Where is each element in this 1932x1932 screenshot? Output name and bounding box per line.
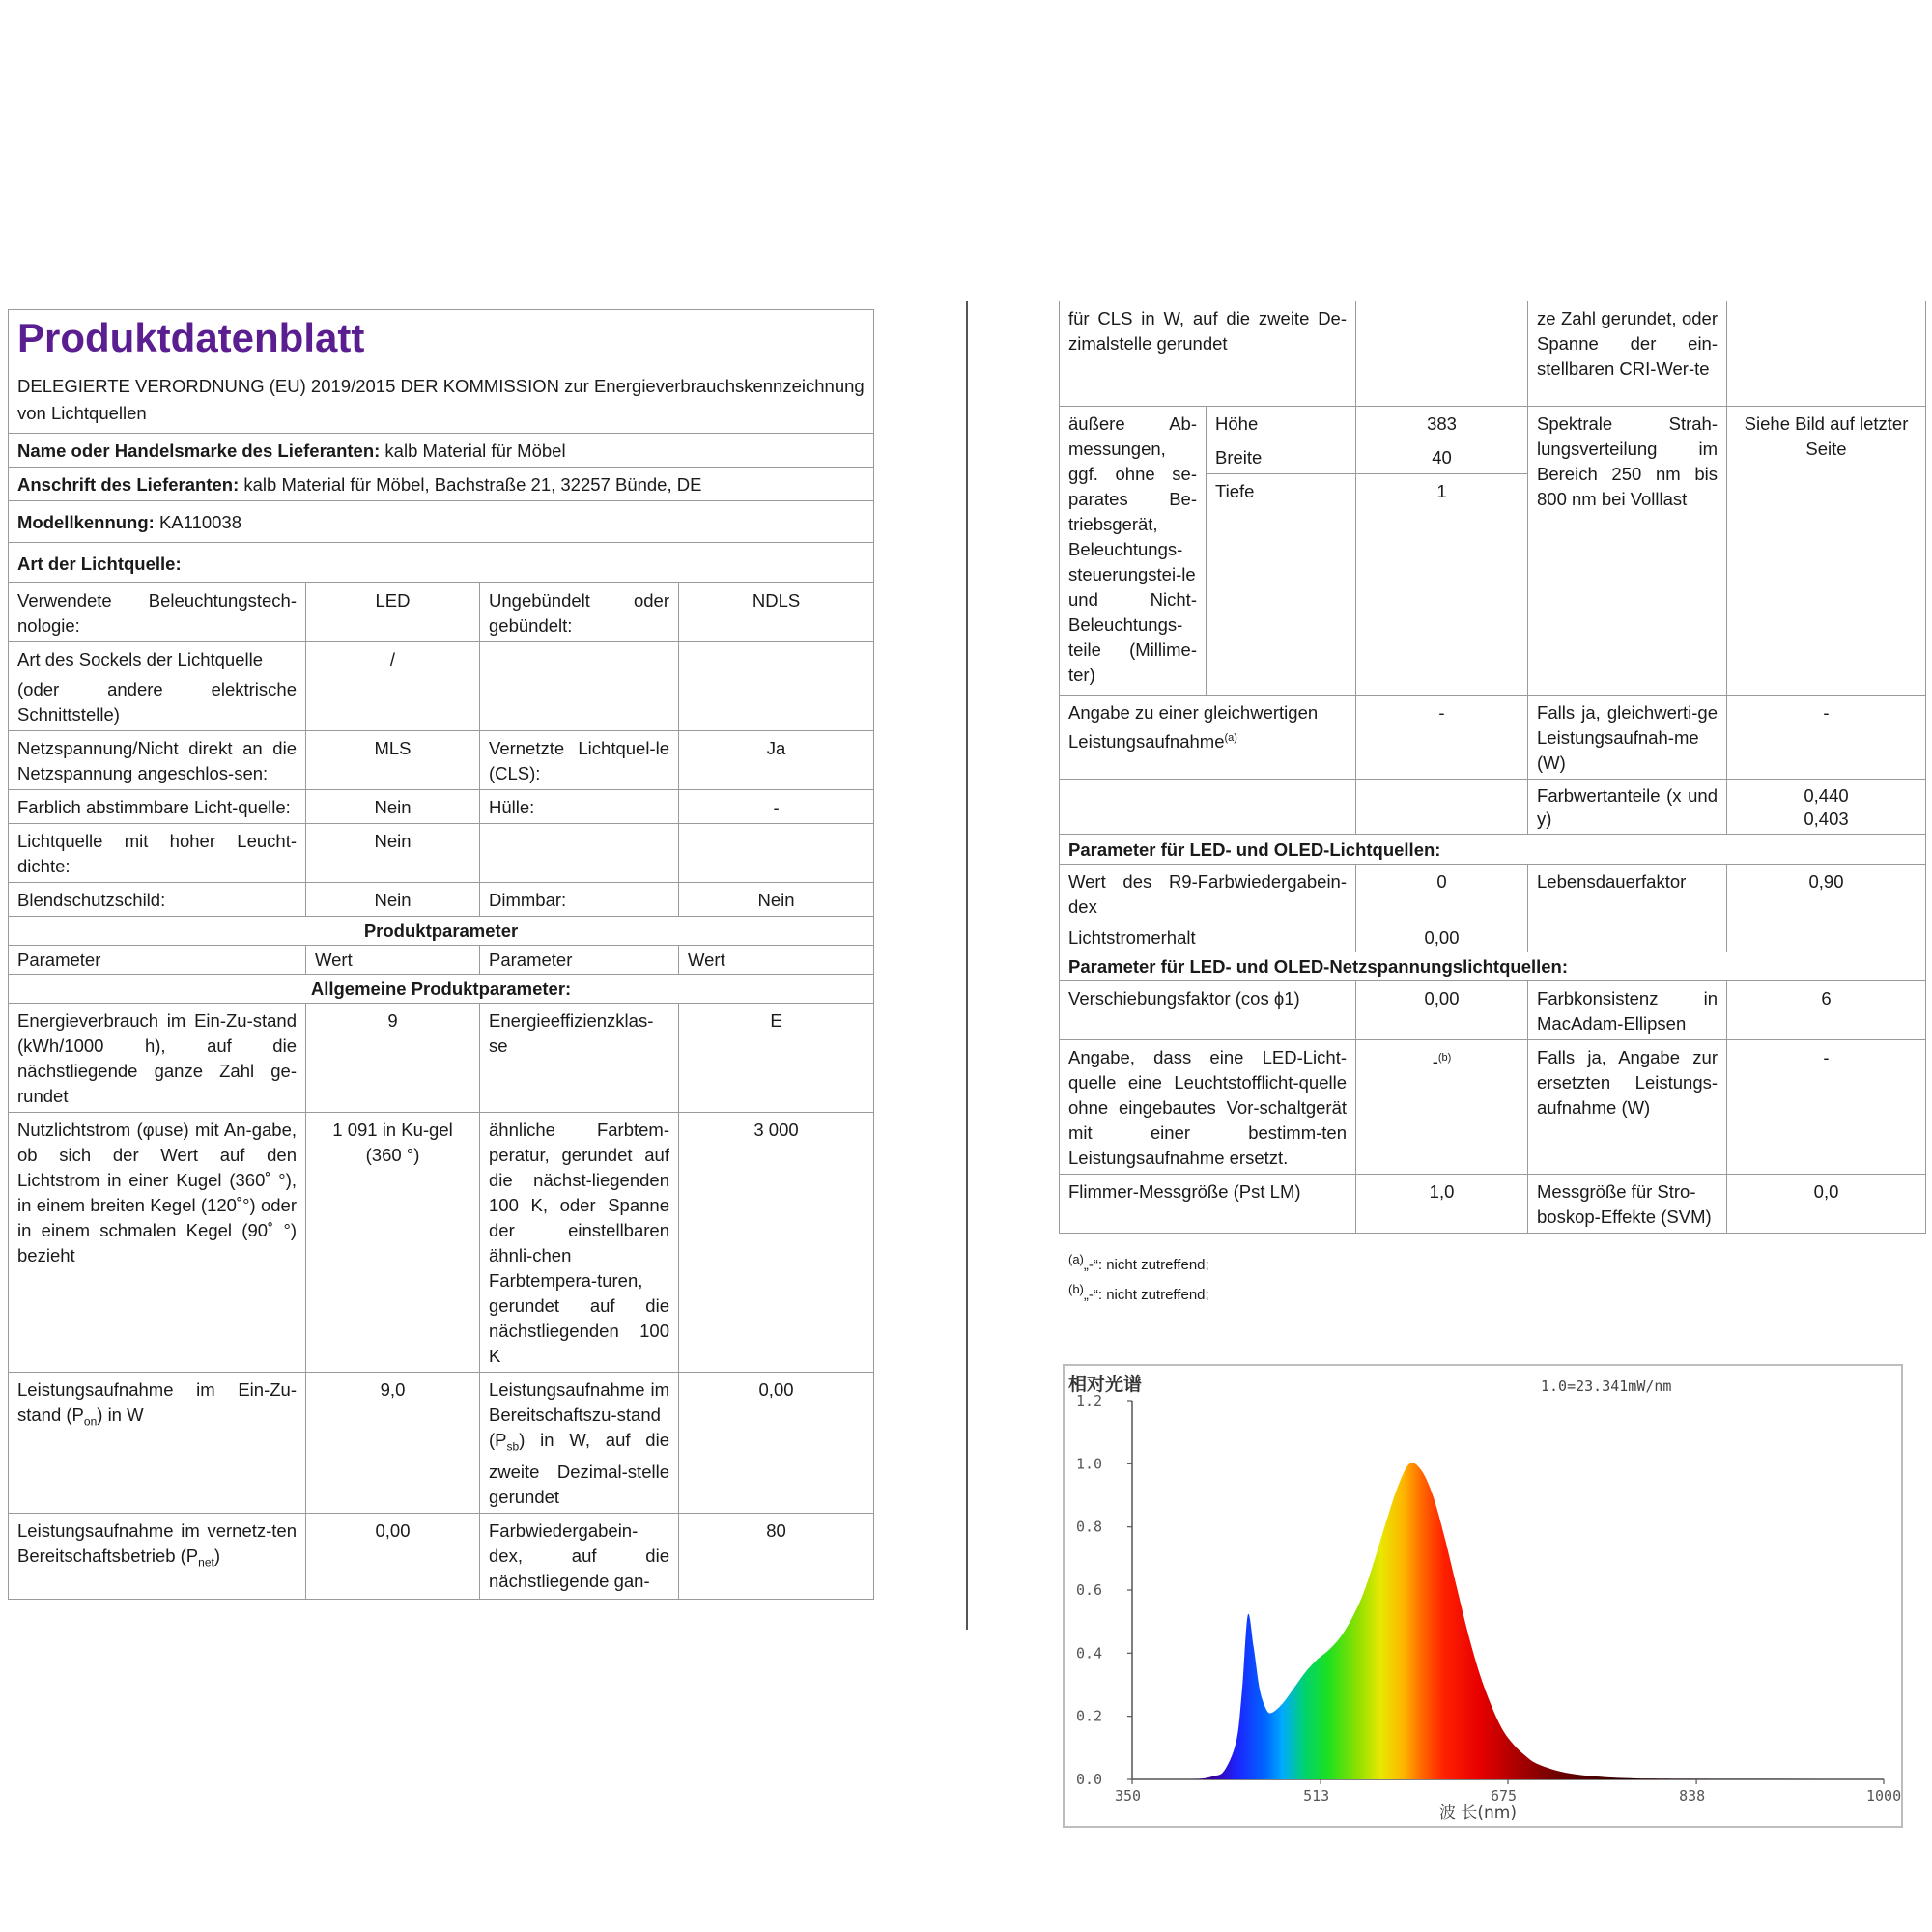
param-label <box>480 1373 679 1514</box>
label-subscript: net <box>198 1555 214 1570</box>
dimension-value: 383 <box>1356 407 1528 440</box>
column-header-value: Wert <box>679 946 874 975</box>
param-value <box>1727 780 1926 835</box>
y-tick-label: 0.8 <box>1076 1518 1103 1536</box>
param-value: Nein <box>306 790 480 824</box>
general-row <box>9 1373 874 1514</box>
x-tick-label: 1000 <box>1866 1787 1902 1804</box>
label-text: Angabe zu einer gleichwertigen Leistungsaufnahme <box>1068 702 1319 753</box>
param-value: 0,00 <box>1356 923 1528 952</box>
param-value: 0,0 <box>1727 1175 1926 1234</box>
param-label: Netzspannung/Nicht direkt an die Netzspannung angeschlos-sen: <box>9 731 306 790</box>
supplier-name-row <box>9 434 874 468</box>
param-label: Farbwiedergabein-dex, auf die nächstliegende gan- <box>480 1513 679 1599</box>
y-tick-label: 0.4 <box>1076 1644 1103 1662</box>
dimensions-label: äußere Ab-messungen, ggf. ohne se-parates Be-triebsgerät, Beleuchtungs-steuerungstei-le und Nicht-Beleuchtungs-teile (Millime-ter) <box>1060 407 1207 696</box>
led-row <box>1060 923 1926 952</box>
param-label: ze Zahl gerundet, oder Spanne der ein-stellbaren CRI-Wer-te <box>1528 301 1727 407</box>
dimension-name: Höhe <box>1207 407 1356 440</box>
footnote-mark: (a) <box>1068 1252 1084 1266</box>
param-label: Farblich abstimmbare Licht-quelle: <box>9 790 306 824</box>
page-title: Produktdatenblatt <box>17 315 365 360</box>
param-label: Flimmer-Messgröße (Pst LM) <box>1060 1175 1356 1234</box>
spectrum-chart <box>1063 1364 1903 1828</box>
param-label: Verwendete Beleuchtungstech-nologie: <box>9 583 306 642</box>
left-datasheet-table <box>8 309 874 1600</box>
footnote-text: „-“: nicht zutreffend; <box>1083 1257 1209 1273</box>
param-label: Angabe, dass eine LED-Licht-quelle eine Leuchtstofflicht-quelle ohne eingebautes Vor-schaltgerät mit einer bestimm-ten Leistungsaufnahme ersetzt. <box>1060 1040 1356 1175</box>
param-value: Nein <box>679 883 874 917</box>
led-params-heading: Parameter für LED- und OLED-Lichtquellen: <box>1060 835 1926 865</box>
chromaticity-row <box>1060 780 1926 835</box>
chart-annotation: 1.0=23.341mW/nm <box>1541 1378 1672 1395</box>
mains-row <box>1060 981 1926 1040</box>
mains-row <box>1060 1040 1926 1175</box>
chromaticity-y: 0,403 <box>1804 809 1849 829</box>
dimension-name: Tiefe <box>1207 474 1356 696</box>
label-text: Leistungsaufnahme im vernetz-ten Bereitschaftsbetrieb (P <box>17 1520 297 1566</box>
supplier-address-row <box>9 468 874 501</box>
right-datasheet-table <box>1059 301 1926 1234</box>
light-source-type-heading: Art der Lichtquelle: <box>9 543 874 583</box>
supplier-address: kalb Material für Möbel, Bachstraße 21, 32257 Bünde, DE <box>243 474 702 495</box>
y-tick-label: 0.6 <box>1076 1581 1103 1599</box>
socket-label-note: (oder andere elektrische Schnittstelle) <box>17 679 297 724</box>
param-value <box>679 642 874 731</box>
y-tick-label: 0.2 <box>1076 1707 1103 1725</box>
mains-params-heading: Parameter für LED- und OLED-Netzspannungslichtquellen: <box>1060 952 1926 981</box>
value-text: - <box>1432 1051 1438 1072</box>
param-label <box>9 642 306 731</box>
label-text: ) in W, auf die zweite Dezimal-stelle gerundet <box>489 1430 669 1507</box>
param-label: für CLS in W, auf die zweite De-zimalstelle gerundet <box>1060 301 1356 407</box>
general-params-heading: Allgemeine Produktparameter: <box>9 975 874 1004</box>
continued-row <box>1060 301 1926 407</box>
param-value: - <box>679 790 874 824</box>
page-divider <box>966 301 968 1630</box>
general-row <box>9 1113 874 1373</box>
footnote-mark: (a) <box>1224 732 1237 744</box>
type-row <box>9 731 874 790</box>
supplier-address-label: Anschrift des Lieferanten: <box>17 474 240 495</box>
socket-label: Art des Sockels der Lichtquelle <box>17 649 263 669</box>
empty-cell <box>1356 780 1528 835</box>
x-tick-label: 350 <box>1115 1787 1142 1804</box>
param-label: Verschiebungsfaktor (cos ϕ1) <box>1060 981 1356 1040</box>
type-row <box>9 583 874 642</box>
led-row <box>1060 865 1926 923</box>
param-value: NDLS <box>679 583 874 642</box>
regulation-subtitle: DELEGIERTE VERORDNUNG (EU) 2019/2015 DER KOMMISSION zur Energieverbrauchskennzeichnung von Lichtquellen <box>17 376 865 423</box>
column-header-param: Parameter <box>480 946 679 975</box>
param-label: Farbkonsistenz in MacAdam-Ellipsen <box>1528 981 1727 1040</box>
param-value: - <box>1727 696 1926 780</box>
param-label: Dimmbar: <box>480 883 679 917</box>
x-axis-label: 波 长(nm) <box>1439 1804 1518 1823</box>
param-label <box>9 1373 306 1514</box>
param-label: Wert des R9-Farbwiedergabein-dex <box>1060 865 1356 923</box>
param-value: 0,00 <box>306 1513 480 1599</box>
param-value: 0,90 <box>1727 865 1926 923</box>
param-label <box>480 642 679 731</box>
chart-title: 相对光谱 <box>1068 1374 1143 1395</box>
dimension-name: Breite <box>1207 440 1356 474</box>
header-cell <box>9 310 874 434</box>
param-value: / <box>306 642 480 731</box>
type-row <box>9 790 874 824</box>
param-value <box>1727 301 1926 407</box>
param-label: Lichtstromerhalt <box>1060 923 1356 952</box>
label-text: ) in W <box>97 1405 144 1425</box>
footnote-mark: (b) <box>1068 1282 1084 1296</box>
param-value: - <box>1356 696 1528 780</box>
chromaticity-x: 0,440 <box>1804 785 1849 806</box>
param-value <box>1356 301 1528 407</box>
param-value: 9 <box>306 1004 480 1113</box>
dimension-value: 1 <box>1356 474 1528 696</box>
column-header-row <box>9 946 874 975</box>
y-tick-label: 1.2 <box>1076 1392 1103 1409</box>
supplier-name: kalb Material für Möbel <box>384 440 566 461</box>
param-value: Ja <box>679 731 874 790</box>
param-label: Lichtquelle mit hoher Leucht-dichte: <box>9 824 306 883</box>
param-value: 6 <box>1727 981 1926 1040</box>
dimension-row <box>1060 407 1926 440</box>
param-label: Lebensdauerfaktor <box>1528 865 1727 923</box>
param-value: 9,0 <box>306 1373 480 1514</box>
param-value <box>1727 923 1926 952</box>
param-label <box>1060 696 1356 780</box>
param-value: 1 091 in Ku-gel (360 °) <box>306 1113 480 1373</box>
param-value: - <box>1727 1040 1926 1175</box>
param-value: Nein <box>306 883 480 917</box>
type-row <box>9 642 874 731</box>
param-value: 80 <box>679 1513 874 1599</box>
model-label: Modellkennung: <box>17 512 155 532</box>
type-row <box>9 883 874 917</box>
empty-cell <box>1060 780 1356 835</box>
param-label: Hülle: <box>480 790 679 824</box>
param-label: ähnliche Farbtem-peratur, gerundet auf die nächst-liegenden 100 K, oder Spanne der einstellbaren ähnli-chen Farbtempera-turen, gerundet auf die nächstliegenden 100 K <box>480 1113 679 1373</box>
param-label <box>1528 923 1727 952</box>
param-label <box>480 824 679 883</box>
param-value: LED <box>306 583 480 642</box>
param-value: 0,00 <box>679 1373 874 1514</box>
param-value: MLS <box>306 731 480 790</box>
param-value: 0 <box>1356 865 1528 923</box>
x-tick-label: 675 <box>1491 1787 1518 1804</box>
param-label: Farbwertanteile (x und y) <box>1528 780 1727 835</box>
param-label: Nutzlichtstrom (φuse) mit An-gabe, ob sich der Wert auf den Lichtstrom in einer Kugel (360˚ °), in einem breiten Kegel (120˚°) oder in einem schmalen Kegel (90˚ °) bezieht <box>9 1113 306 1373</box>
product-params-heading: Produktparameter <box>9 917 874 946</box>
footnote-b <box>1068 1280 1209 1305</box>
column-header-value: Wert <box>306 946 480 975</box>
y-tick-label: 1.0 <box>1076 1455 1103 1473</box>
param-value: E <box>679 1004 874 1113</box>
model-row <box>9 501 874 543</box>
footnote-text: „-“: nicht zutreffend; <box>1083 1287 1209 1303</box>
label-subscript: sb <box>506 1439 520 1454</box>
param-value <box>1356 1040 1528 1175</box>
param-label: Energieeffizienzklas-se <box>480 1004 679 1113</box>
spectral-label: Spektrale Strah-lungsverteilung im Bereich 250 nm bis 800 nm bei Volllast <box>1528 407 1727 696</box>
param-value: 0,00 <box>1356 981 1528 1040</box>
param-label: Falls ja, gleichwerti-ge Leistungsaufnah-me (W) <box>1528 696 1727 780</box>
param-label: Energieverbrauch im Ein-Zu-stand (kWh/1000 h), auf die nächstliegende ganze Zahl ge-rundet <box>9 1004 306 1113</box>
param-label <box>9 1513 306 1599</box>
param-value: 3 000 <box>679 1113 874 1373</box>
y-tick-label: 0.0 <box>1076 1771 1103 1788</box>
equivalent-power-row <box>1060 696 1926 780</box>
label-text: ) <box>213 1545 221 1566</box>
x-tick-label: 838 <box>1679 1787 1706 1804</box>
footnote-a <box>1068 1250 1209 1275</box>
general-row <box>9 1513 874 1599</box>
type-row <box>9 824 874 883</box>
dimension-value: 40 <box>1356 440 1528 474</box>
supplier-name-label: Name oder Handelsmarke des Lieferanten: <box>17 440 381 461</box>
param-label: Blendschutzschild: <box>9 883 306 917</box>
param-label: Vernetzte Lichtquel-le (CLS): <box>480 731 679 790</box>
label-text: Leistungsaufnahme im Ein-Zu-stand (P <box>17 1379 297 1425</box>
general-row <box>9 1004 874 1113</box>
param-value <box>679 824 874 883</box>
param-value: Nein <box>306 824 480 883</box>
mains-row <box>1060 1175 1926 1234</box>
x-tick-label: 513 <box>1303 1787 1330 1804</box>
param-label: Messgröße für Stro-boskop-Effekte (SVM) <box>1528 1175 1727 1234</box>
spectral-value: Siehe Bild auf letzter Seite <box>1727 407 1926 696</box>
label-subscript: on <box>83 1414 98 1429</box>
param-value: 1,0 <box>1356 1175 1528 1234</box>
footnote-mark: (b) <box>1437 1052 1452 1064</box>
param-label: Falls ja, Angabe zur ersetzten Leistungs-aufnahme (W) <box>1528 1040 1727 1175</box>
model-id: KA110038 <box>158 512 242 532</box>
param-label: Ungebündelt oder gebündelt: <box>480 583 679 642</box>
column-header-param: Parameter <box>9 946 306 975</box>
label-text: Leistungsaufnahme im Bereitschaftszu-stand (P <box>489 1379 669 1450</box>
